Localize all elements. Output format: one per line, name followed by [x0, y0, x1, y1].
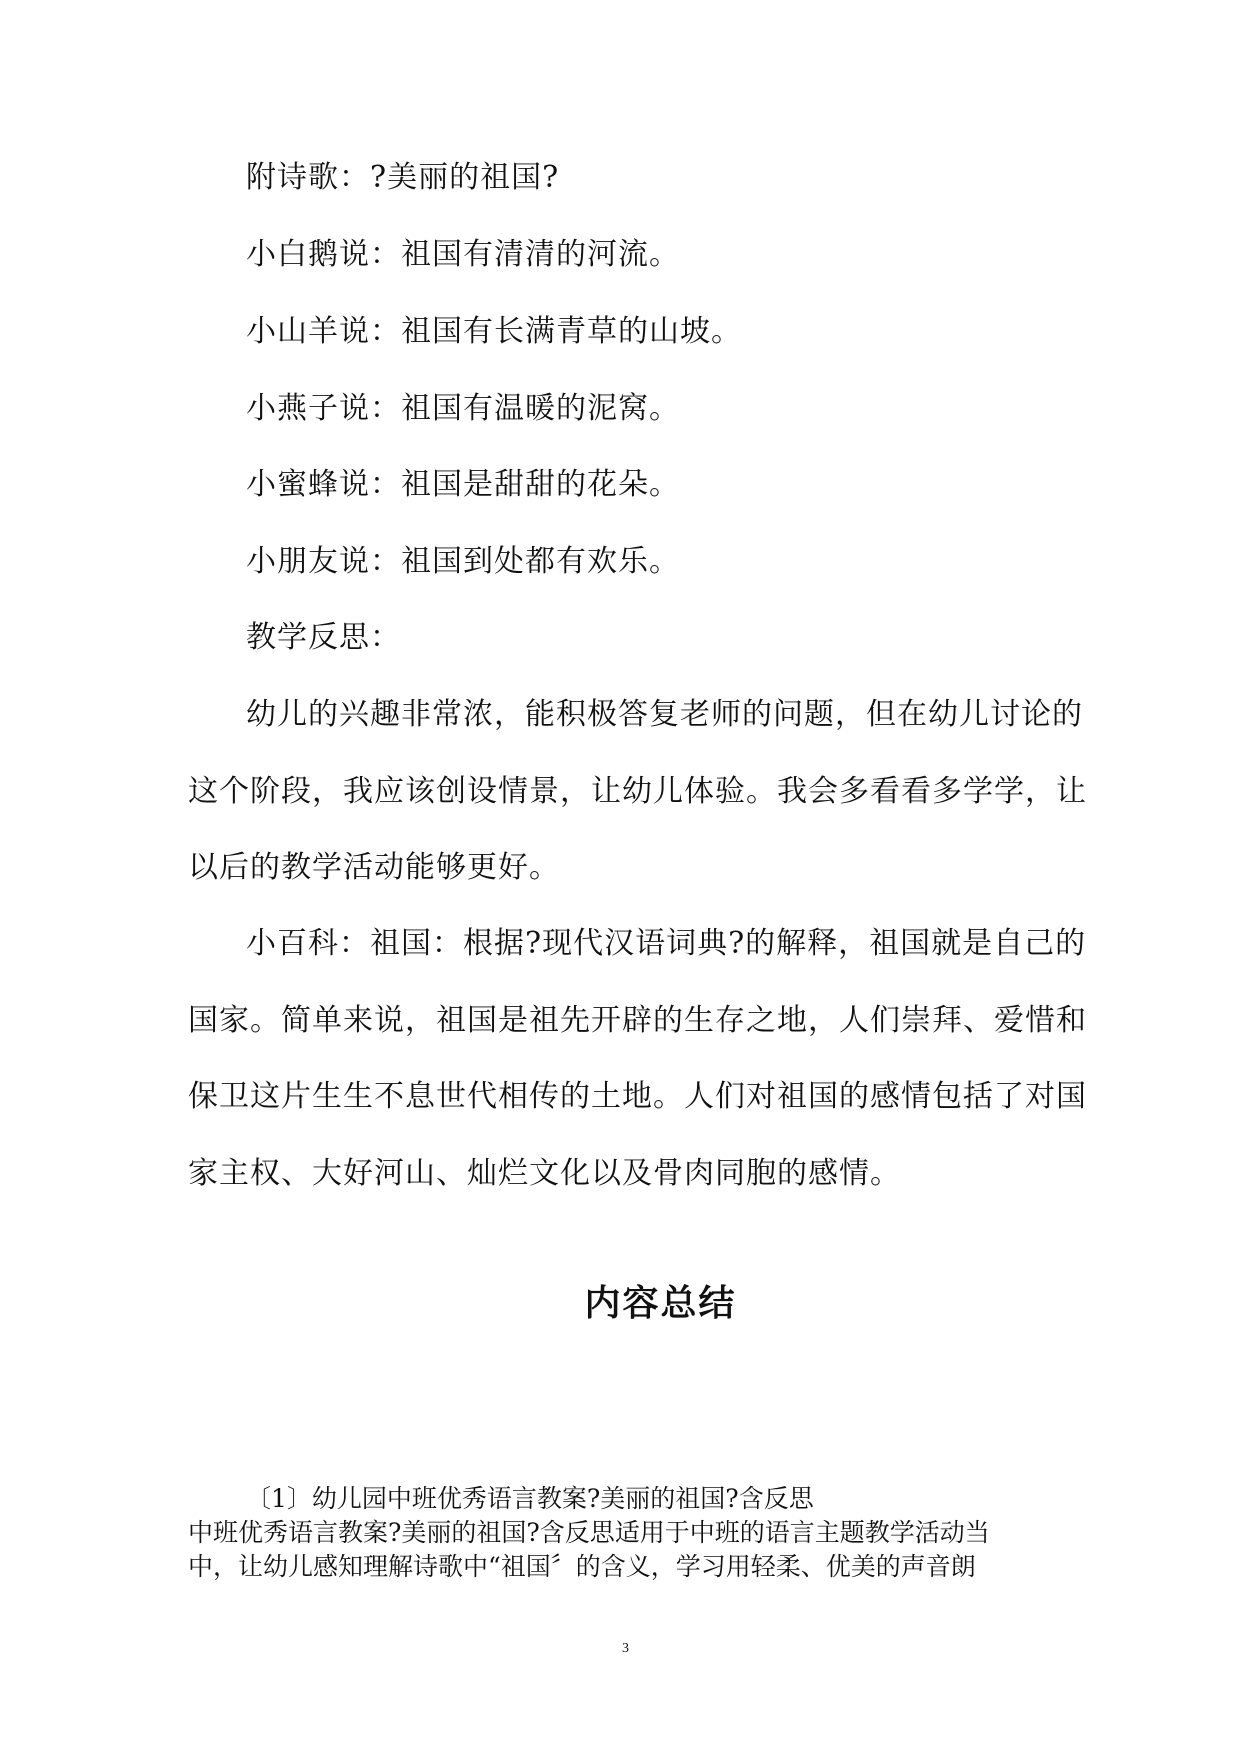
poem-line: 小朋友说：祖国到处都有欢乐。 — [246, 544, 680, 579]
reflection-line: 以后的教学活动能够更好。 — [188, 850, 560, 885]
summary-heading: 内容总结 — [584, 1283, 737, 1324]
encyclopedia-line: 小百科：祖国：根据?现代汉语词典?的解释，祖国就是自己的 — [246, 926, 1087, 961]
summary-line: 中，让幼儿感知理解诗歌中“祖国〞的含义，学习用轻柔、优美的声音朗 — [188, 1552, 976, 1581]
summary-line: 〔1〕幼儿园中班优秀语言教案?美丽的祖国?含反思 — [246, 1484, 814, 1513]
reflection-line: 幼儿的兴趣非常浓，能积极答复老师的问题，但在幼儿讨论的 — [246, 697, 1083, 732]
poem-line: 小燕子说：祖国有温暖的泥窝。 — [246, 391, 680, 426]
poem-line: 小白鹅说：祖国有清清的河流。 — [246, 237, 680, 272]
page-number: 3 — [622, 1641, 629, 1656]
encyclopedia-line: 家主权、大好河山、灿烂文化以及骨肉同胞的感情。 — [188, 1156, 901, 1191]
poem-line: 小山羊说：祖国有长满青草的山坡。 — [246, 314, 742, 349]
reflection-title: 教学反思： — [246, 620, 401, 655]
encyclopedia-line: 国家。简单来说，祖国是祖先开辟的生存之地，人们崇拜、爱惜和 — [188, 1003, 1087, 1038]
summary-line: 中班优秀语言教案?美丽的祖国?含反思适用于中班的语言主题教学活动当 — [188, 1518, 990, 1547]
poem-line: 小蜜蜂说：祖国是甜甜的花朵。 — [246, 467, 680, 502]
poem-intro: 附诗歌：?美丽的祖国? — [246, 160, 560, 195]
encyclopedia-line: 保卫这片生生不息世代相传的土地。人们对祖国的感情包括了对国 — [188, 1079, 1087, 1114]
reflection-line: 这个阶段，我应该创设情景，让幼儿体验。我会多看看多学学，让 — [188, 774, 1087, 809]
